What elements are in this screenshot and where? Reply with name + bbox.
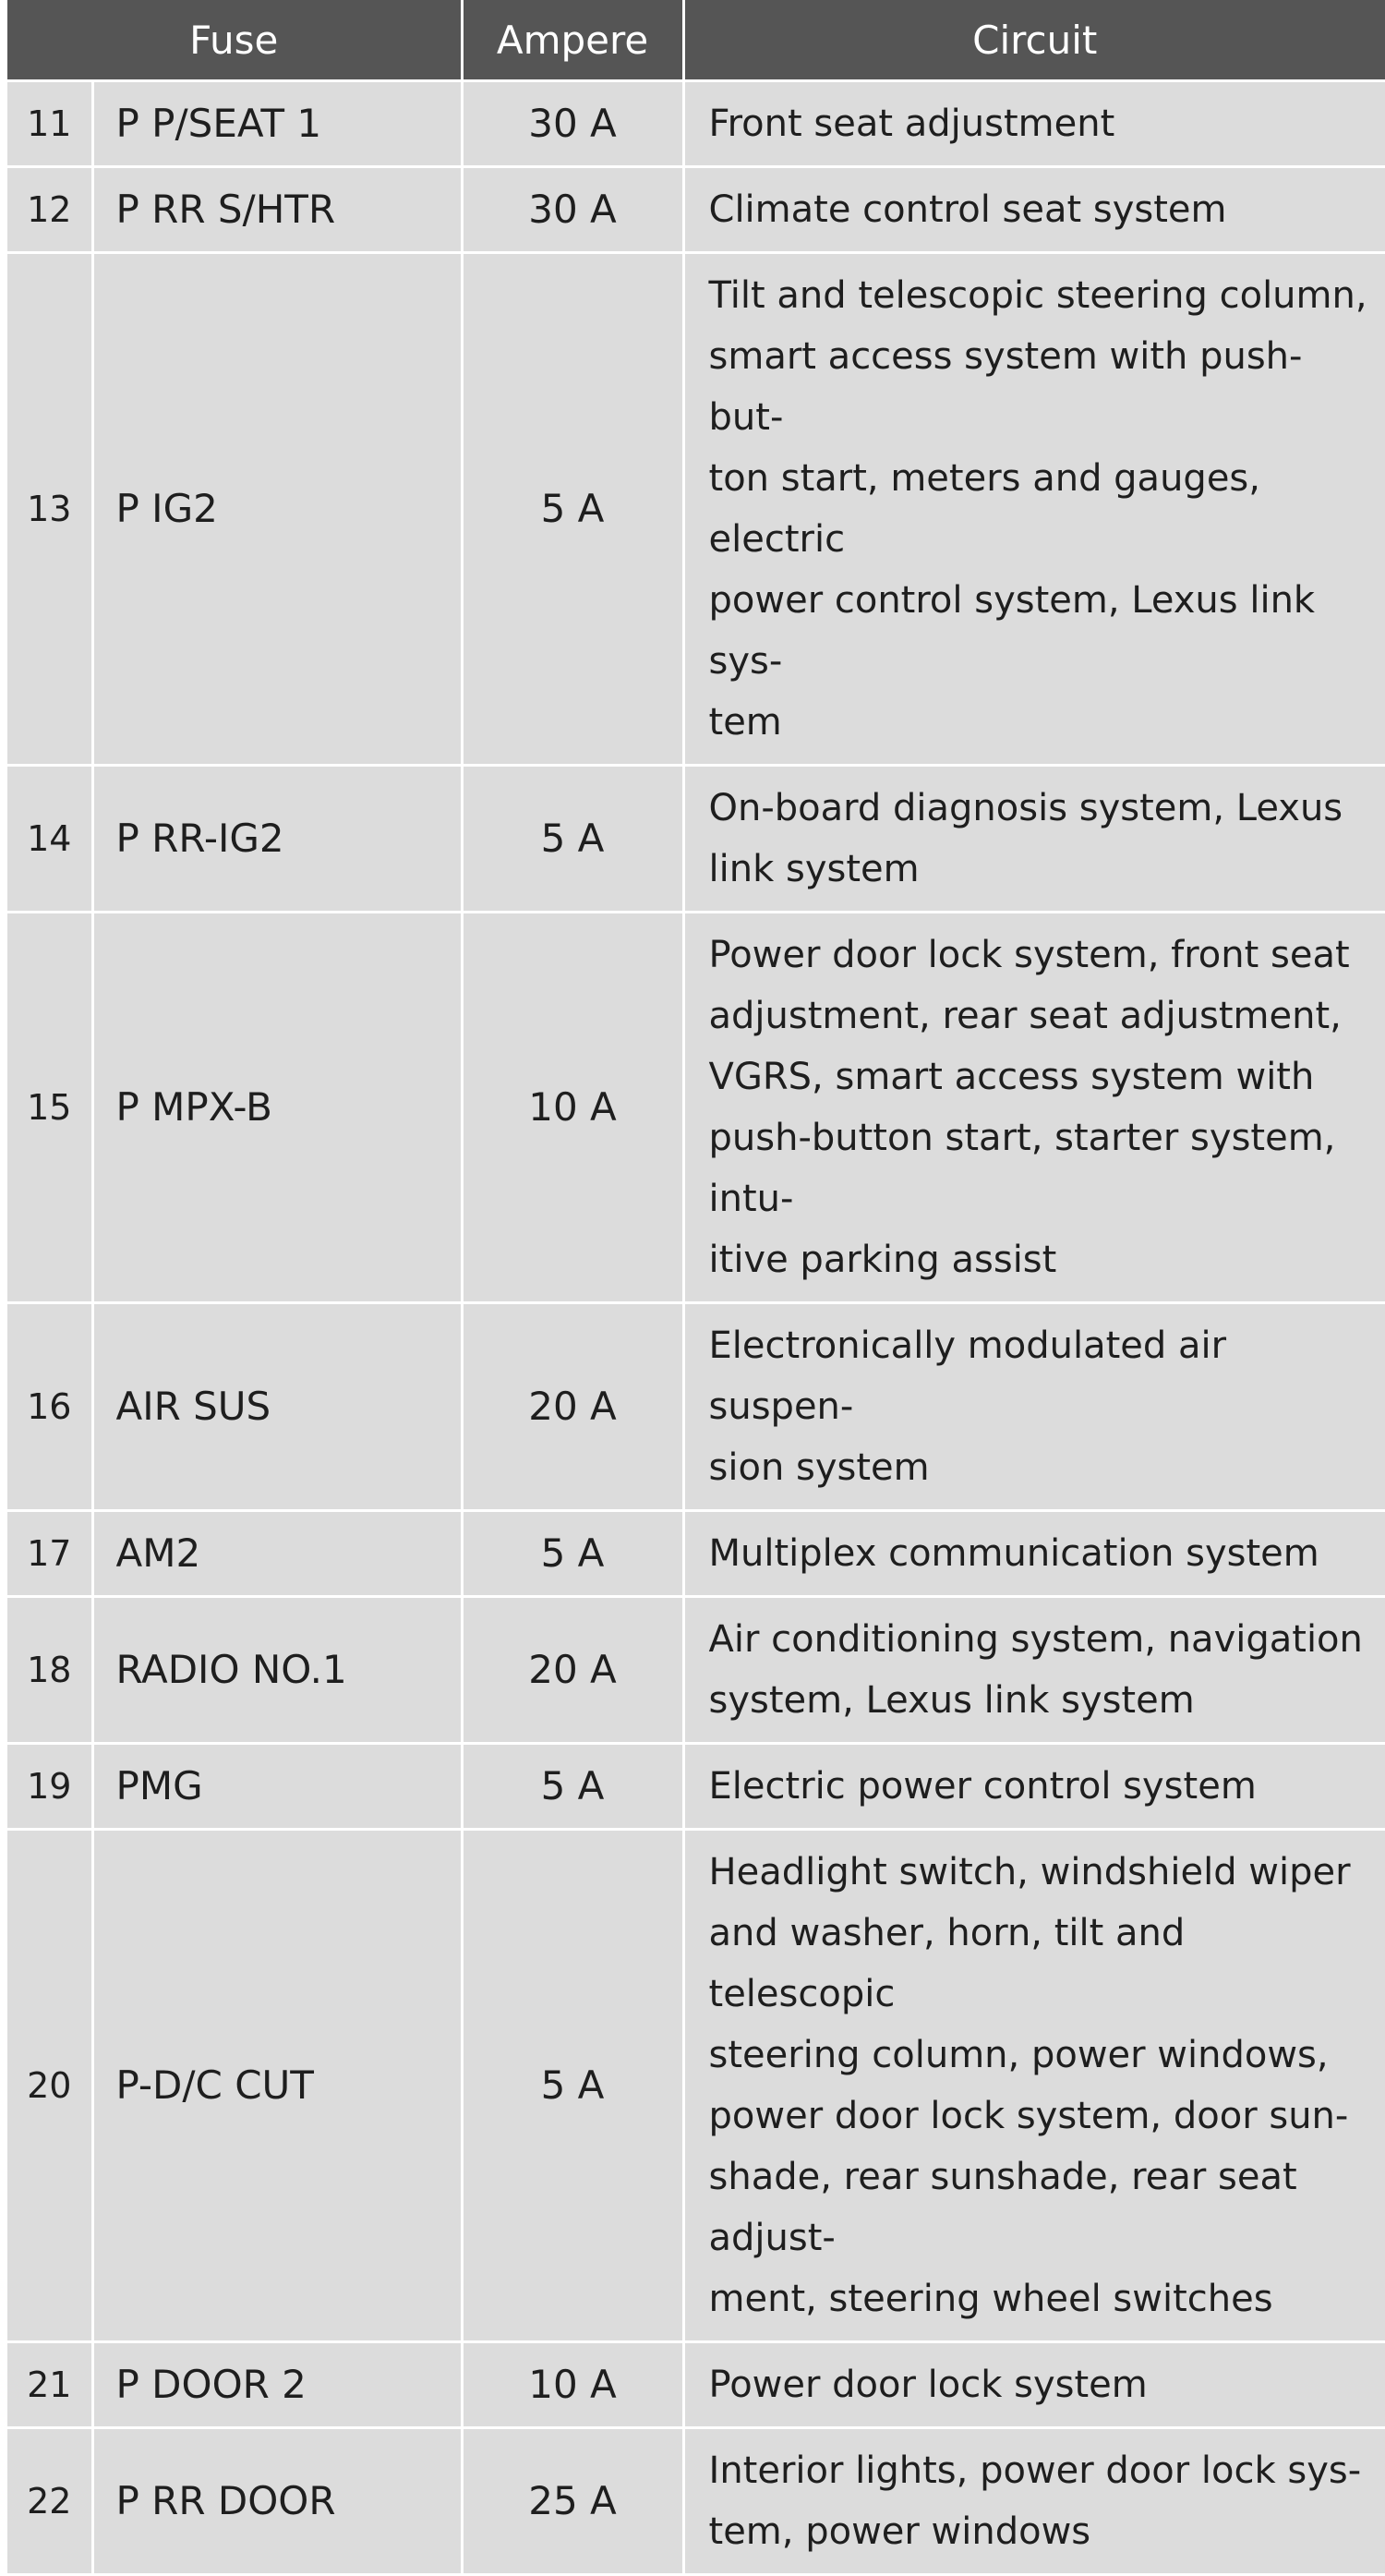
circuit-line: Power door lock system, front seat xyxy=(708,934,1350,976)
fuse-name-cell: RADIO NO.1 xyxy=(92,1597,462,1744)
table-row xyxy=(7,1830,1385,2342)
circuit-line: Front seat adjustment xyxy=(708,103,1115,145)
fuse-number-cell: 13 xyxy=(7,253,92,766)
circuit-line: ment, steering wheel switches xyxy=(708,2278,1273,2320)
table-row xyxy=(7,1597,1385,1744)
ampere-cell: 10 A xyxy=(462,2342,683,2428)
fuse-number-cell: 21 xyxy=(7,2342,92,2428)
circuit-line: Air conditioning system, navigation xyxy=(708,1618,1363,1661)
circuit-line: adjustment, rear seat adjustment, xyxy=(708,995,1342,1037)
circuit-line: sion system xyxy=(708,1446,930,1489)
fuse-table xyxy=(7,0,1385,2576)
table-row xyxy=(7,913,1385,1303)
circuit-cell xyxy=(683,1744,1385,1830)
circuit-cell xyxy=(683,81,1385,167)
circuit-line: tem, power windows xyxy=(708,2510,1091,2553)
table-row xyxy=(7,253,1385,766)
ampere-cell: 20 A xyxy=(462,1597,683,1744)
circuit-cell xyxy=(683,2428,1385,2575)
fuse-name-cell: P MPX-B xyxy=(92,913,462,1303)
circuit-line: Climate control seat system xyxy=(708,188,1227,231)
circuit-line: tem xyxy=(708,701,782,744)
header-fuse: Fuse xyxy=(7,0,462,81)
circuit-cell xyxy=(683,1597,1385,1744)
ampere-cell: 10 A xyxy=(462,913,683,1303)
table-row xyxy=(7,1744,1385,1830)
circuit-line: shade, rear sunshade, rear seat adjust- xyxy=(708,2156,1297,2259)
table-row xyxy=(7,1303,1385,1511)
fuse-name-cell: P DOOR 2 xyxy=(92,2342,462,2428)
table-row xyxy=(7,81,1385,167)
circuit-line: power door lock system, door sun- xyxy=(708,2095,1349,2137)
ampere-cell: 20 A xyxy=(462,1303,683,1511)
table-body xyxy=(7,81,1385,2575)
fuse-number-cell: 11 xyxy=(7,81,92,167)
fuse-number-cell: 15 xyxy=(7,913,92,1303)
circuit-cell xyxy=(683,253,1385,766)
circuit-line: push-button start, starter system, intu- xyxy=(708,1117,1336,1220)
table-row xyxy=(7,167,1385,253)
fuse-number-cell: 19 xyxy=(7,1744,92,1830)
fuse-name-cell: P RR DOOR xyxy=(92,2428,462,2575)
circuit-cell xyxy=(683,1830,1385,2342)
fuse-name-cell: P-D/C CUT xyxy=(92,1830,462,2342)
ampere-cell: 5 A xyxy=(462,253,683,766)
circuit-line: Interior lights, power door lock sys- xyxy=(708,2449,1362,2492)
ampere-cell: 5 A xyxy=(462,1511,683,1597)
fuse-number-cell: 17 xyxy=(7,1511,92,1597)
circuit-cell xyxy=(683,1303,1385,1511)
ampere-cell: 5 A xyxy=(462,1830,683,2342)
ampere-cell: 30 A xyxy=(462,167,683,253)
circuit-line: link system xyxy=(708,848,920,890)
table-row xyxy=(7,766,1385,913)
fuse-number-cell: 20 xyxy=(7,1830,92,2342)
circuit-line: smart access system with push-but- xyxy=(708,335,1303,439)
fuse-name-cell: P IG2 xyxy=(92,253,462,766)
fuse-name-cell: AIR SUS xyxy=(92,1303,462,1511)
circuit-cell xyxy=(683,1511,1385,1597)
table-row xyxy=(7,2428,1385,2575)
fuse-number-cell: 18 xyxy=(7,1597,92,1744)
ampere-cell: 5 A xyxy=(462,766,683,913)
fuse-name-cell: P RR-IG2 xyxy=(92,766,462,913)
fuse-name-cell: PMG xyxy=(92,1744,462,1830)
fuse-number-cell: 16 xyxy=(7,1303,92,1511)
circuit-line: power control system, Lexus link sys- xyxy=(708,579,1316,683)
header-row xyxy=(7,0,1385,81)
header-circuit: Circuit xyxy=(683,0,1385,81)
circuit-line: VGRS, smart access system with xyxy=(708,1056,1315,1098)
fuse-number-cell: 22 xyxy=(7,2428,92,2575)
ampere-cell: 25 A xyxy=(462,2428,683,2575)
fuse-name-cell: P RR S/HTR xyxy=(92,167,462,253)
circuit-line: On-board diagnosis system, Lexus xyxy=(708,787,1343,829)
fuse-number-cell: 14 xyxy=(7,766,92,913)
circuit-line: steering column, power windows, xyxy=(708,2034,1329,2076)
table-row xyxy=(7,1511,1385,1597)
circuit-line: Headlight switch, windshield wiper xyxy=(708,1851,1351,1893)
fuse-name-cell: P P/SEAT 1 xyxy=(92,81,462,167)
circuit-line: itive parking assist xyxy=(708,1239,1057,1281)
circuit-line: Electronically modulated air suspen- xyxy=(708,1324,1227,1428)
circuit-cell xyxy=(683,766,1385,913)
fuse-number-cell: 12 xyxy=(7,167,92,253)
ampere-cell: 5 A xyxy=(462,1744,683,1830)
circuit-line: system, Lexus link system xyxy=(708,1679,1195,1722)
header-ampere: Ampere xyxy=(462,0,683,81)
circuit-cell xyxy=(683,167,1385,253)
circuit-line: ton start, meters and gauges, electric xyxy=(708,457,1260,561)
circuit-line: Multiplex communication system xyxy=(708,1532,1319,1575)
circuit-cell xyxy=(683,913,1385,1303)
circuit-line: Electric power control system xyxy=(708,1765,1257,1808)
circuit-cell xyxy=(683,2342,1385,2428)
circuit-line: Power door lock system xyxy=(708,2364,1148,2406)
table-row xyxy=(7,2342,1385,2428)
circuit-line: and washer, horn, tilt and telescopic xyxy=(708,1912,1186,2015)
fuse-name-cell: AM2 xyxy=(92,1511,462,1597)
ampere-cell: 30 A xyxy=(462,81,683,167)
circuit-line: Tilt and telescopic steering column, xyxy=(708,274,1367,317)
